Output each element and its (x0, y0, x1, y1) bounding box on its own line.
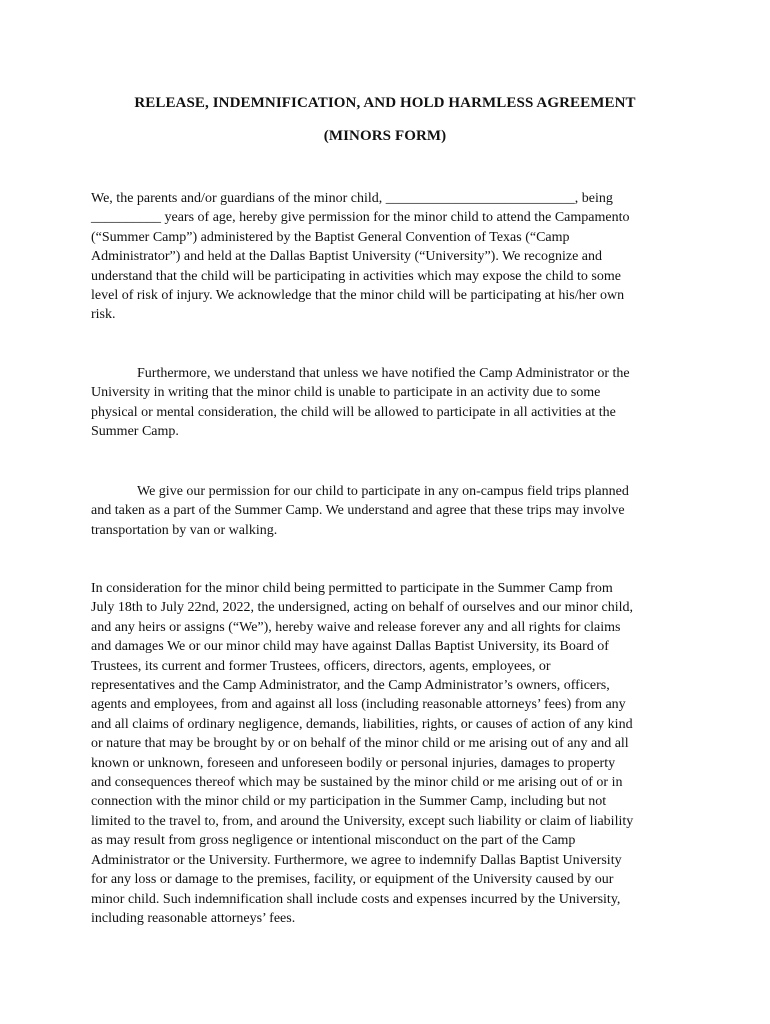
paragraph-permission: We, the parents and/or guardians of the minor child, ___________________________, being __________ years of age, hereby give permission for the minor child to attend the Campamento (“Summer Camp”) administered by the Baptist General Convention of Texas (“Camp Administrator”) and held at the Dallas Baptist University (“University”). We recognize and understand that the child will be participating in activities which may expose the child to some level of risk of injury. We acknowledge that the minor child will be participating at his/her own risk. (91, 191, 630, 323)
document-title: RELEASE, INDEMNIFICATION, AND HOLD HARMLESS AGREEMENT (134, 95, 636, 111)
document-subtitle: (MINORS FORM) (323, 128, 447, 144)
paragraph-release: In consideration for the minor child being permitted to participate in the Summer Camp from July 18th to July 22nd, 2022, the undersigned, acting on behalf of ourselves and our minor child, and any heirs or assigns (“We”), hereby waive and release forever any and all rights for claims and damages We or our minor child may have against Dallas Baptist University, its Board of Trustees, its current and former Trustees, officers, directors, agents, employees, or representatives and the Camp Administrator, and the Camp Administrator’s owners, officers, agents and employees, from and against all loss (including reasonable attorneys’ fees) from any and all claims of ordinary negligence, demands, liabilities, rights, or causes of action of any kind or nature that may be brought by or on behalf of the minor child or me arising out of any and all known or unknown, foreseen and unforeseen bodily or personal injuries, damages to property and consequences thereof which may be sustained by the minor child or me arising out of or in connection with the minor child or my participation in the Summer Camp, including but not limited to the travel to, from, and around the University, except such liability or claim of liability as may result from gross negligence or intentional misconduct on the part of the Camp Administrator or the University. Furthermore, we agree to indemnify Dallas Baptist University for any loss or damage to the premises, facility, or equipment of the University caused by our minor child. Such indemnification shall include costs and expenses incurred by the University, including reasonable attorneys’ fees. (91, 581, 634, 926)
paragraph-participation: Furthermore, we understand that unless we have notified the Camp Administrator or the University in writing that the minor child is unable to participate in an activity due to some physical or mental consideration, the child will be allowed to participate in all activities at the Summer Camp. (91, 366, 630, 440)
paragraph-field-trips: We give our permission for our child to participate in any on-campus field trips planned and taken as a part of the Summer Camp. We understand and agree that these trips may involve transportation by van or walking. (91, 484, 629, 538)
